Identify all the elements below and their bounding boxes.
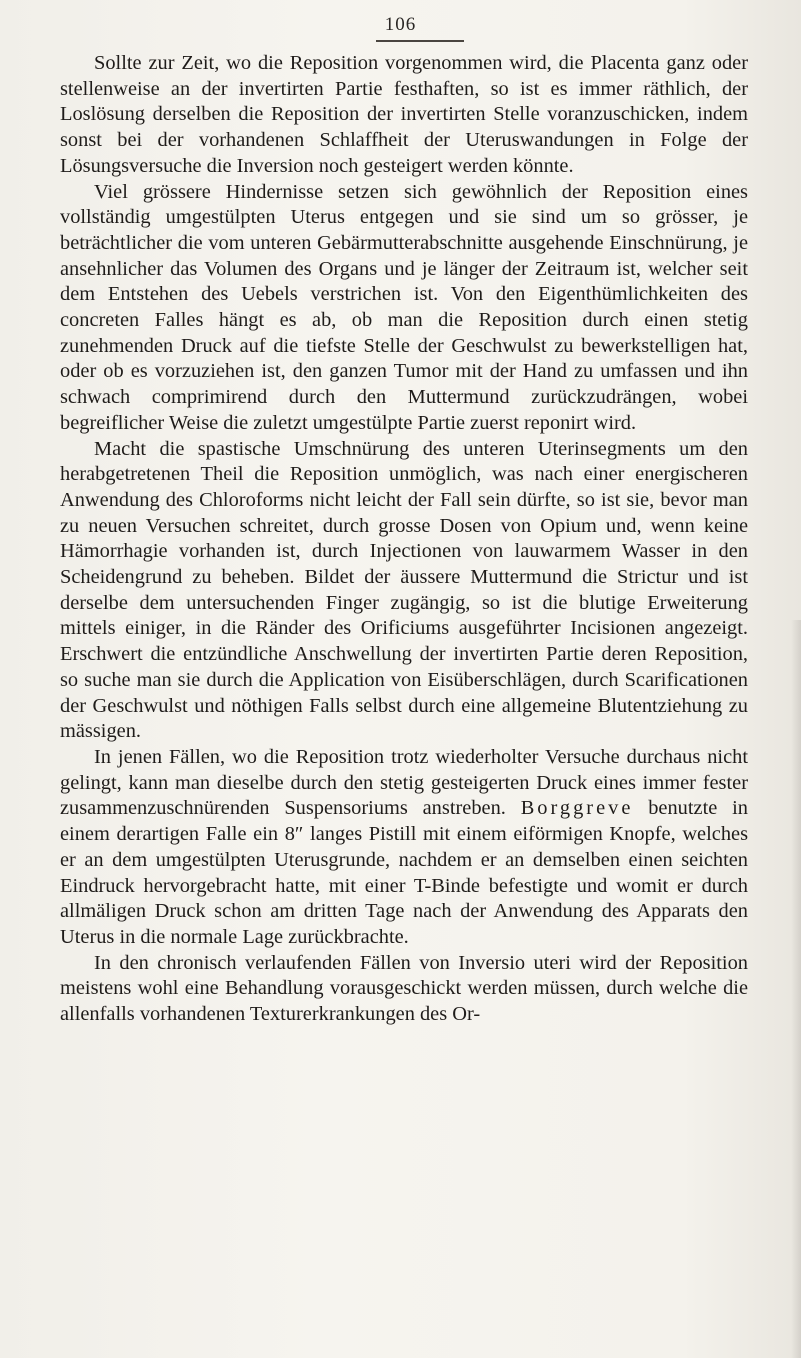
paragraph-hindernisse: Viel grössere Hindernisse setzen sich gewöhnlich der Reposition eines vollständig umgestülpten Uterus entgegen und sie sind um so grösser, je beträchtlicher die vom unteren Gebärmutterabschnitte ausgehende Einschnürung, je ansehnlicher das Volumen des Organs und je länger der Zeitraum ist, welcher seit dem Entstehen des Uebels verstrichen ist. Von den Eigenthümlichkeiten des concreten Falles hängt es ab, ob man die Reposition durch einen stetig zunehmenden Druck auf die tiefste Stelle der Geschwulst zu bewerkstelligen hat, oder ob es vorzuziehen ist, den ganzen Tumor mit der Hand zu umfassen und ihn schwach comprimirend durch den Muttermund zurückzudrängen, wobei begreiflicher Weise die zuletzt umgestülpte Partie zuerst reponirt wird. [60, 180, 748, 434]
page-number: 106 [384, 14, 417, 35]
page-number-rule [376, 40, 464, 42]
paragraph-chronisch: In den chronisch verlaufenden Fällen von Inversio uteri wird der Reposition meistens wohl eine Behandlung vorausgeschickt werden müssen, durch welche die allenfalls vorhandenen Texturerkrankungen des Or- [60, 951, 748, 1026]
page-edge-shadow [791, 620, 801, 1358]
paragraph-borggreve-lead: In jenen Fällen, wo die Reposition trotz wiederholter Versuche durchaus nicht gelingt, kann man dieselbe durch den stetig gesteigerten Druck eines immer fester zusammenzuschnürenden Suspensoriums anstreben. [60, 745, 748, 820]
paragraph-placenta: Sollte zur Zeit, wo die Reposition vorgenommen wird, die Placenta ganz oder stellenweise an der invertirten Partie festhaften, so ist es immer räthlich, der Loslösung derselben die Reposition der invertirten Stelle voranzuschicken, indem sonst bei der vorhandenen Schlaffheit der Uteruswandungen in Folge der Lösungsversuche die Inversion noch gesteigert werden könnte. [60, 52, 748, 177]
paragraph-umschnuerung: Macht die spastische Umschnürung des unteren Uterinsegments um den herabgetretenen Theil die Reposition unmöglich, was nach einer energischeren Anwendung des Chloroforms nicht leicht der Fall sein dürfte, so ist sie, bevor man zu neuen Versuchen schreitet, durch grosse Dosen von Opium und, wenn keine Hämorrhagie vorhanden ist, durch Injectionen von lauwarmem Wasser in den Scheidengrund zu beheben. Bildet der äussere Muttermund die Strictur und ist derselbe dem untersuchenden Finger zugängig, so ist die blutige Erweiterung mittels einiger, in die Ränder des Orificiums ausgeführter Incisionen angezeigt. Erschwert die entzündliche Anschwellung der invertirten Partie deren Reposition, so suche man sie durch die Application von Eisüberschlägen, durch Scarificationen der Geschwulst und nöthigen Falls selbst durch eine allgemeine Blutentziehung zu mässigen. [60, 437, 748, 743]
paragraph-borggreve-rest: benutzte in einem derartigen Falle ein 8″ langes Pistill mit einem eiförmigen Knopfe, welches er an dem umgestülpten Uterusgrunde, nachdem er an demselben einen seichten Eindruck hervorgebracht hatte, mit einer T-Binde befestigte und womit er durch allmäligen Druck schon am dritten Tage nach der Anwendung des Apparats den Uterus in die normale Lage zurückbrachte. [60, 797, 748, 948]
author-name: Borggreve [520, 797, 634, 820]
paragraph-borggreve [60, 745, 748, 951]
body-text [60, 51, 748, 1028]
